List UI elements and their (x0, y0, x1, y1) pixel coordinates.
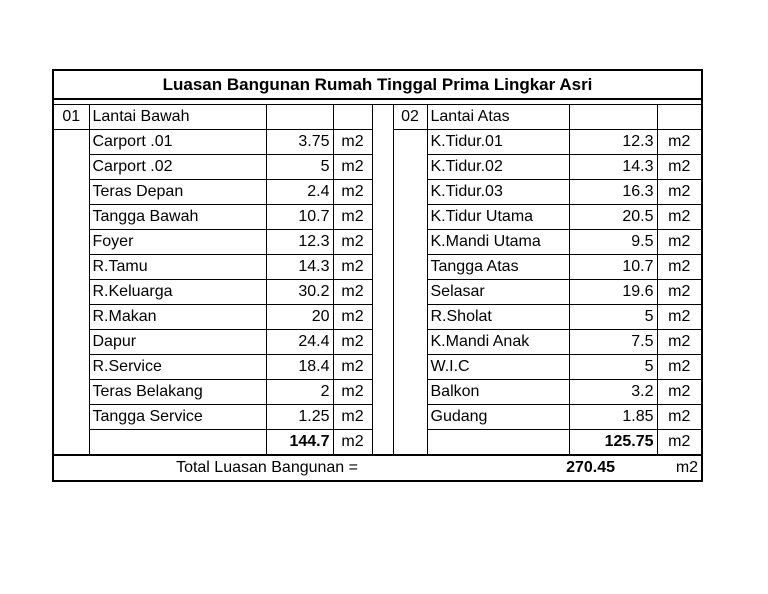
left-room-name: Teras Belakang (89, 380, 266, 405)
right-room-area: 7.5 (569, 330, 657, 355)
left-index-empty (53, 155, 89, 180)
area-table (52, 69, 703, 482)
right-room-unit: m2 (657, 130, 702, 155)
left-room-name: Tangga Bawah (89, 205, 266, 230)
left-index-empty (53, 355, 89, 380)
left-header-empty-value (266, 105, 333, 130)
left-room-area: 12.3 (266, 230, 333, 255)
left-index: 01 (53, 105, 89, 130)
column-gap (372, 380, 393, 405)
left-room-area: 24.4 (266, 330, 333, 355)
left-room-name: R.Keluarga (89, 280, 266, 305)
table-row (53, 130, 702, 155)
total-row (53, 455, 702, 481)
right-header: Lantai Atas (427, 105, 569, 130)
right-room-area: 10.7 (569, 255, 657, 280)
left-room-unit: m2 (333, 355, 372, 380)
left-room-name: Carport .01 (89, 130, 266, 155)
right-subtotal: 125.75 (569, 430, 657, 456)
left-room-unit: m2 (333, 405, 372, 430)
left-room-unit: m2 (333, 305, 372, 330)
left-room-area: 10.7 (266, 205, 333, 230)
column-gap (372, 105, 393, 130)
column-gap (372, 255, 393, 280)
column-gap (372, 205, 393, 230)
right-index: 02 (393, 105, 427, 130)
right-index-empty (393, 380, 427, 405)
title-row (53, 70, 702, 99)
table-row (53, 355, 702, 380)
column-gap (372, 405, 393, 430)
right-room-name: R.Sholat (427, 305, 569, 330)
right-room-name: W.I.C (427, 355, 569, 380)
right-room-area: 5 (569, 355, 657, 380)
right-index-empty (393, 205, 427, 230)
right-room-unit: m2 (657, 205, 702, 230)
table-title: Luasan Bangunan Rumah Tinggal Prima Lingkar Asri (53, 70, 702, 99)
left-room-area: 18.4 (266, 355, 333, 380)
table-row (53, 255, 702, 280)
left-subtotal-label-empty (89, 430, 266, 456)
left-room-unit: m2 (333, 205, 372, 230)
table-row (53, 405, 702, 430)
left-room-area: 20 (266, 305, 333, 330)
column-gap (372, 280, 393, 305)
left-room-name: Dapur (89, 330, 266, 355)
left-room-name: Carport .02 (89, 155, 266, 180)
right-room-name: K.Tidur.02 (427, 155, 569, 180)
left-room-name: R.Tamu (89, 255, 266, 280)
right-room-unit: m2 (657, 305, 702, 330)
left-room-unit: m2 (333, 130, 372, 155)
left-index-empty (53, 330, 89, 355)
left-room-unit: m2 (333, 230, 372, 255)
right-room-area: 1.85 (569, 405, 657, 430)
table-row (53, 280, 702, 305)
right-room-area: 9.5 (569, 230, 657, 255)
column-gap (372, 155, 393, 180)
total-label: Total Luasan Bangunan = (53, 455, 372, 481)
column-gap (372, 305, 393, 330)
left-room-unit: m2 (333, 280, 372, 305)
right-header-empty-unit (657, 105, 702, 130)
right-room-unit: m2 (657, 255, 702, 280)
table-row (53, 330, 702, 355)
right-room-unit: m2 (657, 405, 702, 430)
right-index-empty (393, 430, 427, 456)
right-room-name: K.Mandi Utama (427, 230, 569, 255)
right-index-empty (393, 355, 427, 380)
left-index-empty (53, 305, 89, 330)
left-room-area: 30.2 (266, 280, 333, 305)
right-room-unit: m2 (657, 330, 702, 355)
right-header-empty-value (569, 105, 657, 130)
table-row (53, 155, 702, 180)
right-index-empty (393, 280, 427, 305)
subtotal-row (53, 430, 702, 456)
left-index-empty (53, 205, 89, 230)
left-index-empty (53, 280, 89, 305)
left-room-area: 5 (266, 155, 333, 180)
left-room-area: 2 (266, 380, 333, 405)
right-room-unit: m2 (657, 280, 702, 305)
left-room-name: Tangga Service (89, 405, 266, 430)
right-index-empty (393, 405, 427, 430)
table-row (53, 205, 702, 230)
right-room-unit: m2 (657, 380, 702, 405)
right-room-name: K.Tidur Utama (427, 205, 569, 230)
left-room-area: 1.25 (266, 405, 333, 430)
right-index-empty (393, 130, 427, 155)
right-room-name: K.Mandi Anak (427, 330, 569, 355)
table-row (53, 180, 702, 205)
left-header-empty-unit (333, 105, 372, 130)
right-index-empty (393, 180, 427, 205)
left-room-unit: m2 (333, 380, 372, 405)
column-gap (372, 130, 393, 155)
left-room-unit: m2 (333, 180, 372, 205)
left-index-empty (53, 130, 89, 155)
total-unit: m2 (657, 455, 702, 481)
right-room-area: 16.3 (569, 180, 657, 205)
left-room-unit: m2 (333, 155, 372, 180)
column-gap (372, 230, 393, 255)
left-index-empty (53, 255, 89, 280)
right-subtotal-unit: m2 (657, 430, 702, 456)
left-room-unit: m2 (333, 330, 372, 355)
table-row (53, 305, 702, 330)
left-room-area: 2.4 (266, 180, 333, 205)
left-room-name: Foyer (89, 230, 266, 255)
left-index-empty (53, 380, 89, 405)
right-room-name: K.Tidur.01 (427, 130, 569, 155)
left-room-name: Teras Depan (89, 180, 266, 205)
right-index-empty (393, 330, 427, 355)
table-row (53, 230, 702, 255)
left-index-empty (53, 430, 89, 456)
right-room-area: 19.6 (569, 280, 657, 305)
left-subtotal-unit: m2 (333, 430, 372, 456)
right-room-unit: m2 (657, 355, 702, 380)
right-room-name: Balkon (427, 380, 569, 405)
right-room-name: Tangga Atas (427, 255, 569, 280)
table-row (53, 380, 702, 405)
right-room-area: 3.2 (569, 380, 657, 405)
left-index-empty (53, 180, 89, 205)
left-room-area: 14.3 (266, 255, 333, 280)
left-room-unit: m2 (333, 255, 372, 280)
right-room-unit: m2 (657, 155, 702, 180)
left-index-empty (53, 405, 89, 430)
left-header: Lantai Bawah (89, 105, 266, 130)
right-subtotal-label-empty (427, 430, 569, 456)
total-value: 270.45 (372, 455, 657, 481)
left-index-empty (53, 230, 89, 255)
right-room-unit: m2 (657, 180, 702, 205)
header-row (53, 105, 702, 130)
right-index-empty (393, 155, 427, 180)
column-gap (372, 330, 393, 355)
right-index-empty (393, 255, 427, 280)
right-room-name: Selasar (427, 280, 569, 305)
right-room-area: 14.3 (569, 155, 657, 180)
right-room-unit: m2 (657, 230, 702, 255)
right-room-area: 20.5 (569, 205, 657, 230)
right-room-area: 5 (569, 305, 657, 330)
left-room-name: R.Service (89, 355, 266, 380)
column-gap (372, 430, 393, 456)
left-subtotal: 144.7 (266, 430, 333, 456)
right-room-name: Gudang (427, 405, 569, 430)
column-gap (372, 355, 393, 380)
right-room-name: K.Tidur.03 (427, 180, 569, 205)
right-index-empty (393, 230, 427, 255)
left-room-area: 3.75 (266, 130, 333, 155)
left-room-name: R.Makan (89, 305, 266, 330)
area-table-sheet (52, 69, 701, 482)
right-index-empty (393, 305, 427, 330)
column-gap (372, 180, 393, 205)
right-room-area: 12.3 (569, 130, 657, 155)
